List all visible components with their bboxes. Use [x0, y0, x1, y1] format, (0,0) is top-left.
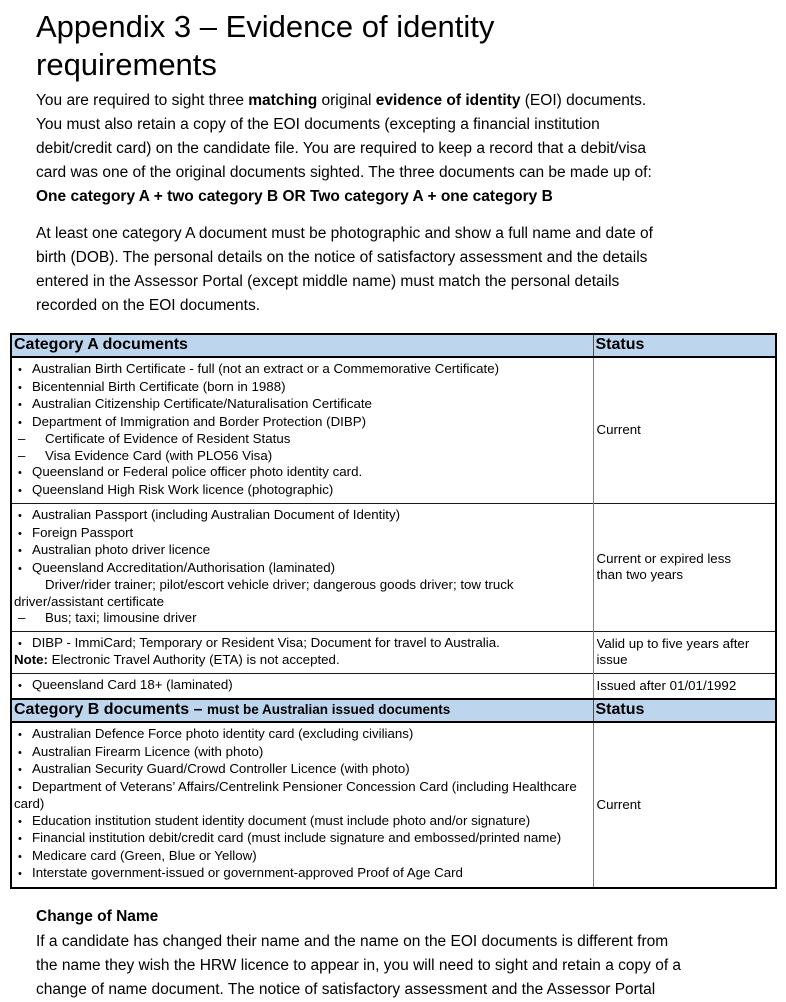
bullet-icon: •: [18, 416, 22, 429]
doc-item: [14, 379, 591, 397]
bullet-icon: •: [18, 364, 22, 376]
doc-item: [14, 761, 591, 779]
doc-item: [14, 848, 591, 866]
dash-icon: –: [18, 431, 26, 446]
doc-item-label: Bus; taxi; limousine driver: [45, 610, 197, 625]
paragraph-line: recorded on the EOI documents.: [36, 297, 261, 314]
status-cell: [593, 357, 776, 504]
change-of-name-heading: Change of Name: [36, 907, 159, 925]
bullet-icon: •: [18, 467, 22, 479]
doc-item: [14, 482, 591, 500]
document-page: [0, 8, 786, 998]
doc-item: [14, 396, 591, 414]
doc-item-label: Visa Evidence Card (with PLO56 Visa): [45, 447, 273, 463]
doc-item: [14, 560, 591, 578]
doc-item-label: Queensland High Risk Work licence (photographic): [32, 481, 334, 497]
doc-item: [14, 865, 591, 883]
doc-item-label: Education institution student identity document (must include photo and/or signature): [32, 812, 531, 828]
doc-sub-item: [14, 431, 591, 448]
text-segment: You are required to sight three: [36, 92, 249, 109]
document-list-cell: [11, 631, 593, 673]
doc-sub-item: [14, 610, 591, 627]
category-combination-rule: One category A + two category B OR Two category A + one category B: [36, 188, 553, 205]
doc-item: [14, 542, 591, 560]
category-a-header-label: Category A documents: [14, 336, 188, 353]
doc-item-label: Department of Immigration and Border Protection (DIBP): [32, 413, 367, 429]
doc-item-label: Certificate of Evidence of Resident Status: [45, 431, 291, 446]
page-title: [36, 8, 752, 84]
doc-item-label: Medicare card (Green, Blue or Yellow): [32, 847, 257, 863]
status-header-cell: [593, 334, 776, 357]
paragraph-line: birth (DOB). The personal details on the notice of satisfactory assessment and the details: [36, 249, 648, 266]
bold-text-eoi: evidence of identity: [375, 92, 521, 109]
doc-item-label: Foreign Passport: [32, 524, 134, 540]
intro-paragraph: [36, 89, 758, 209]
text-segment: (EOI) documents.: [520, 92, 647, 109]
paragraph-line: card was one of the original documents sighted. The three documents can be made up of:: [36, 164, 652, 181]
document-list-cell: [11, 504, 593, 632]
bullet-icon: •: [18, 764, 22, 776]
doc-item-label: Australian Defence Force photo identity card (excluding civilians): [32, 726, 414, 741]
doc-item: [14, 779, 591, 797]
bullet-icon: •: [18, 679, 22, 692]
bullet-icon: •: [18, 781, 22, 794]
page-title-line-2: requirements: [36, 47, 217, 82]
doc-item-label: DIBP - ImmiCard; Temporary or Resident Visa; Document for travel to Australia.: [32, 634, 500, 650]
status-text: than two years: [596, 567, 683, 583]
status-text: Issued after 01/01/1992: [596, 677, 737, 693]
page-title-line-1: Appendix 3 – Evidence of identity: [36, 9, 495, 44]
status-cell: [593, 631, 776, 673]
doc-item-label: Financial institution debit/credit card (must include signature and embossed/printed name): [32, 830, 562, 845]
doc-item-label: Australian Security Guard/Crowd Controller Licence (with photo): [32, 761, 410, 776]
bullet-icon: •: [18, 815, 22, 828]
status-text: Current: [596, 796, 641, 812]
status-cell: [593, 673, 776, 699]
document-list-cell: [11, 673, 593, 699]
bullet-icon: •: [18, 637, 22, 650]
document-list-cell: [11, 722, 593, 888]
doc-item: [14, 361, 591, 379]
doc-item-label: Australian photo driver licence: [32, 542, 211, 557]
bullet-icon: •: [18, 868, 22, 880]
requirements-paragraph: [36, 222, 758, 318]
dash-icon: –: [18, 447, 26, 463]
bold-text-matching: matching: [248, 92, 318, 109]
doc-item: [14, 744, 591, 762]
doc-item-continuation: driver/assistant certificate: [14, 593, 165, 609]
category-a-row-3: [11, 631, 776, 673]
doc-item: [14, 464, 591, 482]
doc-item: [14, 726, 591, 744]
doc-item: [14, 677, 591, 695]
category-a-row-2: [11, 504, 776, 632]
status-text: issue: [596, 652, 628, 667]
doc-item-label: Australian Citizenship Certificate/Naturalisation Certificate: [32, 396, 372, 411]
paragraph-line: the name they wish the HRW licence to appear in, you will need to sight and retain a copy of a: [36, 956, 682, 974]
bullet-icon: •: [18, 850, 22, 863]
doc-item-label: Interstate government-issued or government-approved Proof of Age Card: [32, 865, 463, 880]
bullet-icon: •: [18, 833, 22, 845]
paragraph-line: At least one category A document must be photographic and show a full name and date of: [36, 225, 653, 242]
doc-item-label: Driver/rider trainer; pilot/escort vehicle driver; dangerous goods driver; tow truck: [45, 577, 514, 592]
doc-item-label: Australian Firearm Licence (with photo): [32, 743, 264, 759]
note-line: [14, 652, 591, 669]
category-b-header-subtitle: must be Australian issued documents: [206, 702, 451, 717]
status-header-label: Status: [595, 701, 645, 718]
doc-item: [14, 635, 591, 653]
doc-item-label: Queensland or Federal police officer photo identity card.: [32, 464, 363, 479]
status-cell: [593, 722, 776, 888]
doc-item-label: Department of Veterans’ Affairs/Centrelink Pensioner Concession Card (including Healthcare: [32, 778, 577, 794]
doc-sub-item: [14, 577, 591, 594]
status-text: Current or expired less: [596, 550, 732, 566]
doc-item-continuation: card): [14, 796, 45, 811]
status-header-label: Status: [595, 336, 645, 353]
paragraph-line: debit/credit card) on the candidate file. You are required to keep a record that a debit/visa: [36, 140, 647, 157]
note-text: Electronic Travel Authority (ETA) is not accepted.: [47, 652, 340, 667]
doc-item-label: Bicentennial Birth Certificate (born in 1988): [32, 378, 286, 394]
bullet-icon: •: [18, 545, 22, 557]
change-of-name-paragraph: [36, 930, 758, 1002]
bullet-icon: •: [18, 484, 22, 497]
status-cell: [593, 504, 776, 632]
doc-item: [14, 813, 591, 831]
bullet-icon: •: [18, 381, 22, 394]
note-label: Note:: [14, 652, 48, 667]
category-b-row-1: [11, 722, 776, 888]
doc-item: [14, 507, 591, 525]
dash-icon: –: [18, 610, 26, 625]
paragraph-line: change of name document. The notice of satisfactory assessment and the Assessor Portal: [36, 980, 656, 998]
bullet-icon: •: [18, 729, 22, 741]
bullet-icon: •: [18, 399, 22, 411]
doc-item-label: Australian Birth Certificate - full (not an extract or a Commemorative Certificate): [32, 361, 500, 376]
bullet-icon: •: [18, 510, 22, 522]
bullet-icon: •: [18, 746, 22, 759]
table-header-category-a: [11, 334, 776, 357]
table-header-category-b: [11, 699, 776, 722]
category-a-row-4: [11, 673, 776, 699]
paragraph-line: entered in the Assessor Portal (except middle name) must match the personal details: [36, 273, 620, 290]
status-text: Valid up to five years after: [596, 635, 750, 651]
category-b-header-label: Category B documents –: [14, 701, 207, 718]
status-header-cell: [593, 699, 776, 722]
doc-sub-item: [14, 448, 591, 465]
document-list-cell: [11, 357, 593, 504]
paragraph-line: You must also retain a copy of the EOI documents (excepting a financial institution: [36, 116, 600, 133]
paragraph-line: If a candidate has changed their name and the name on the EOI documents is different from: [36, 932, 669, 950]
bullet-icon: •: [18, 562, 22, 575]
eoi-documents-table: [10, 333, 777, 889]
doc-item-label: Australian Passport (including Australian Document of Identity): [32, 507, 401, 522]
paragraph-line: [36, 89, 758, 113]
doc-item-label: Queensland Accreditation/Authorisation (laminated): [32, 559, 336, 575]
doc-item-label: Queensland Card 18+ (laminated): [32, 676, 233, 692]
category-a-header-cell: [11, 334, 593, 357]
doc-item: [14, 830, 591, 848]
bullet-icon: •: [18, 527, 22, 540]
category-b-header-cell: [11, 699, 593, 722]
category-a-row-1: [11, 357, 776, 504]
status-text: Current: [596, 422, 641, 438]
doc-item: [14, 525, 591, 543]
doc-item: [14, 414, 591, 432]
text-segment: original: [317, 92, 376, 109]
